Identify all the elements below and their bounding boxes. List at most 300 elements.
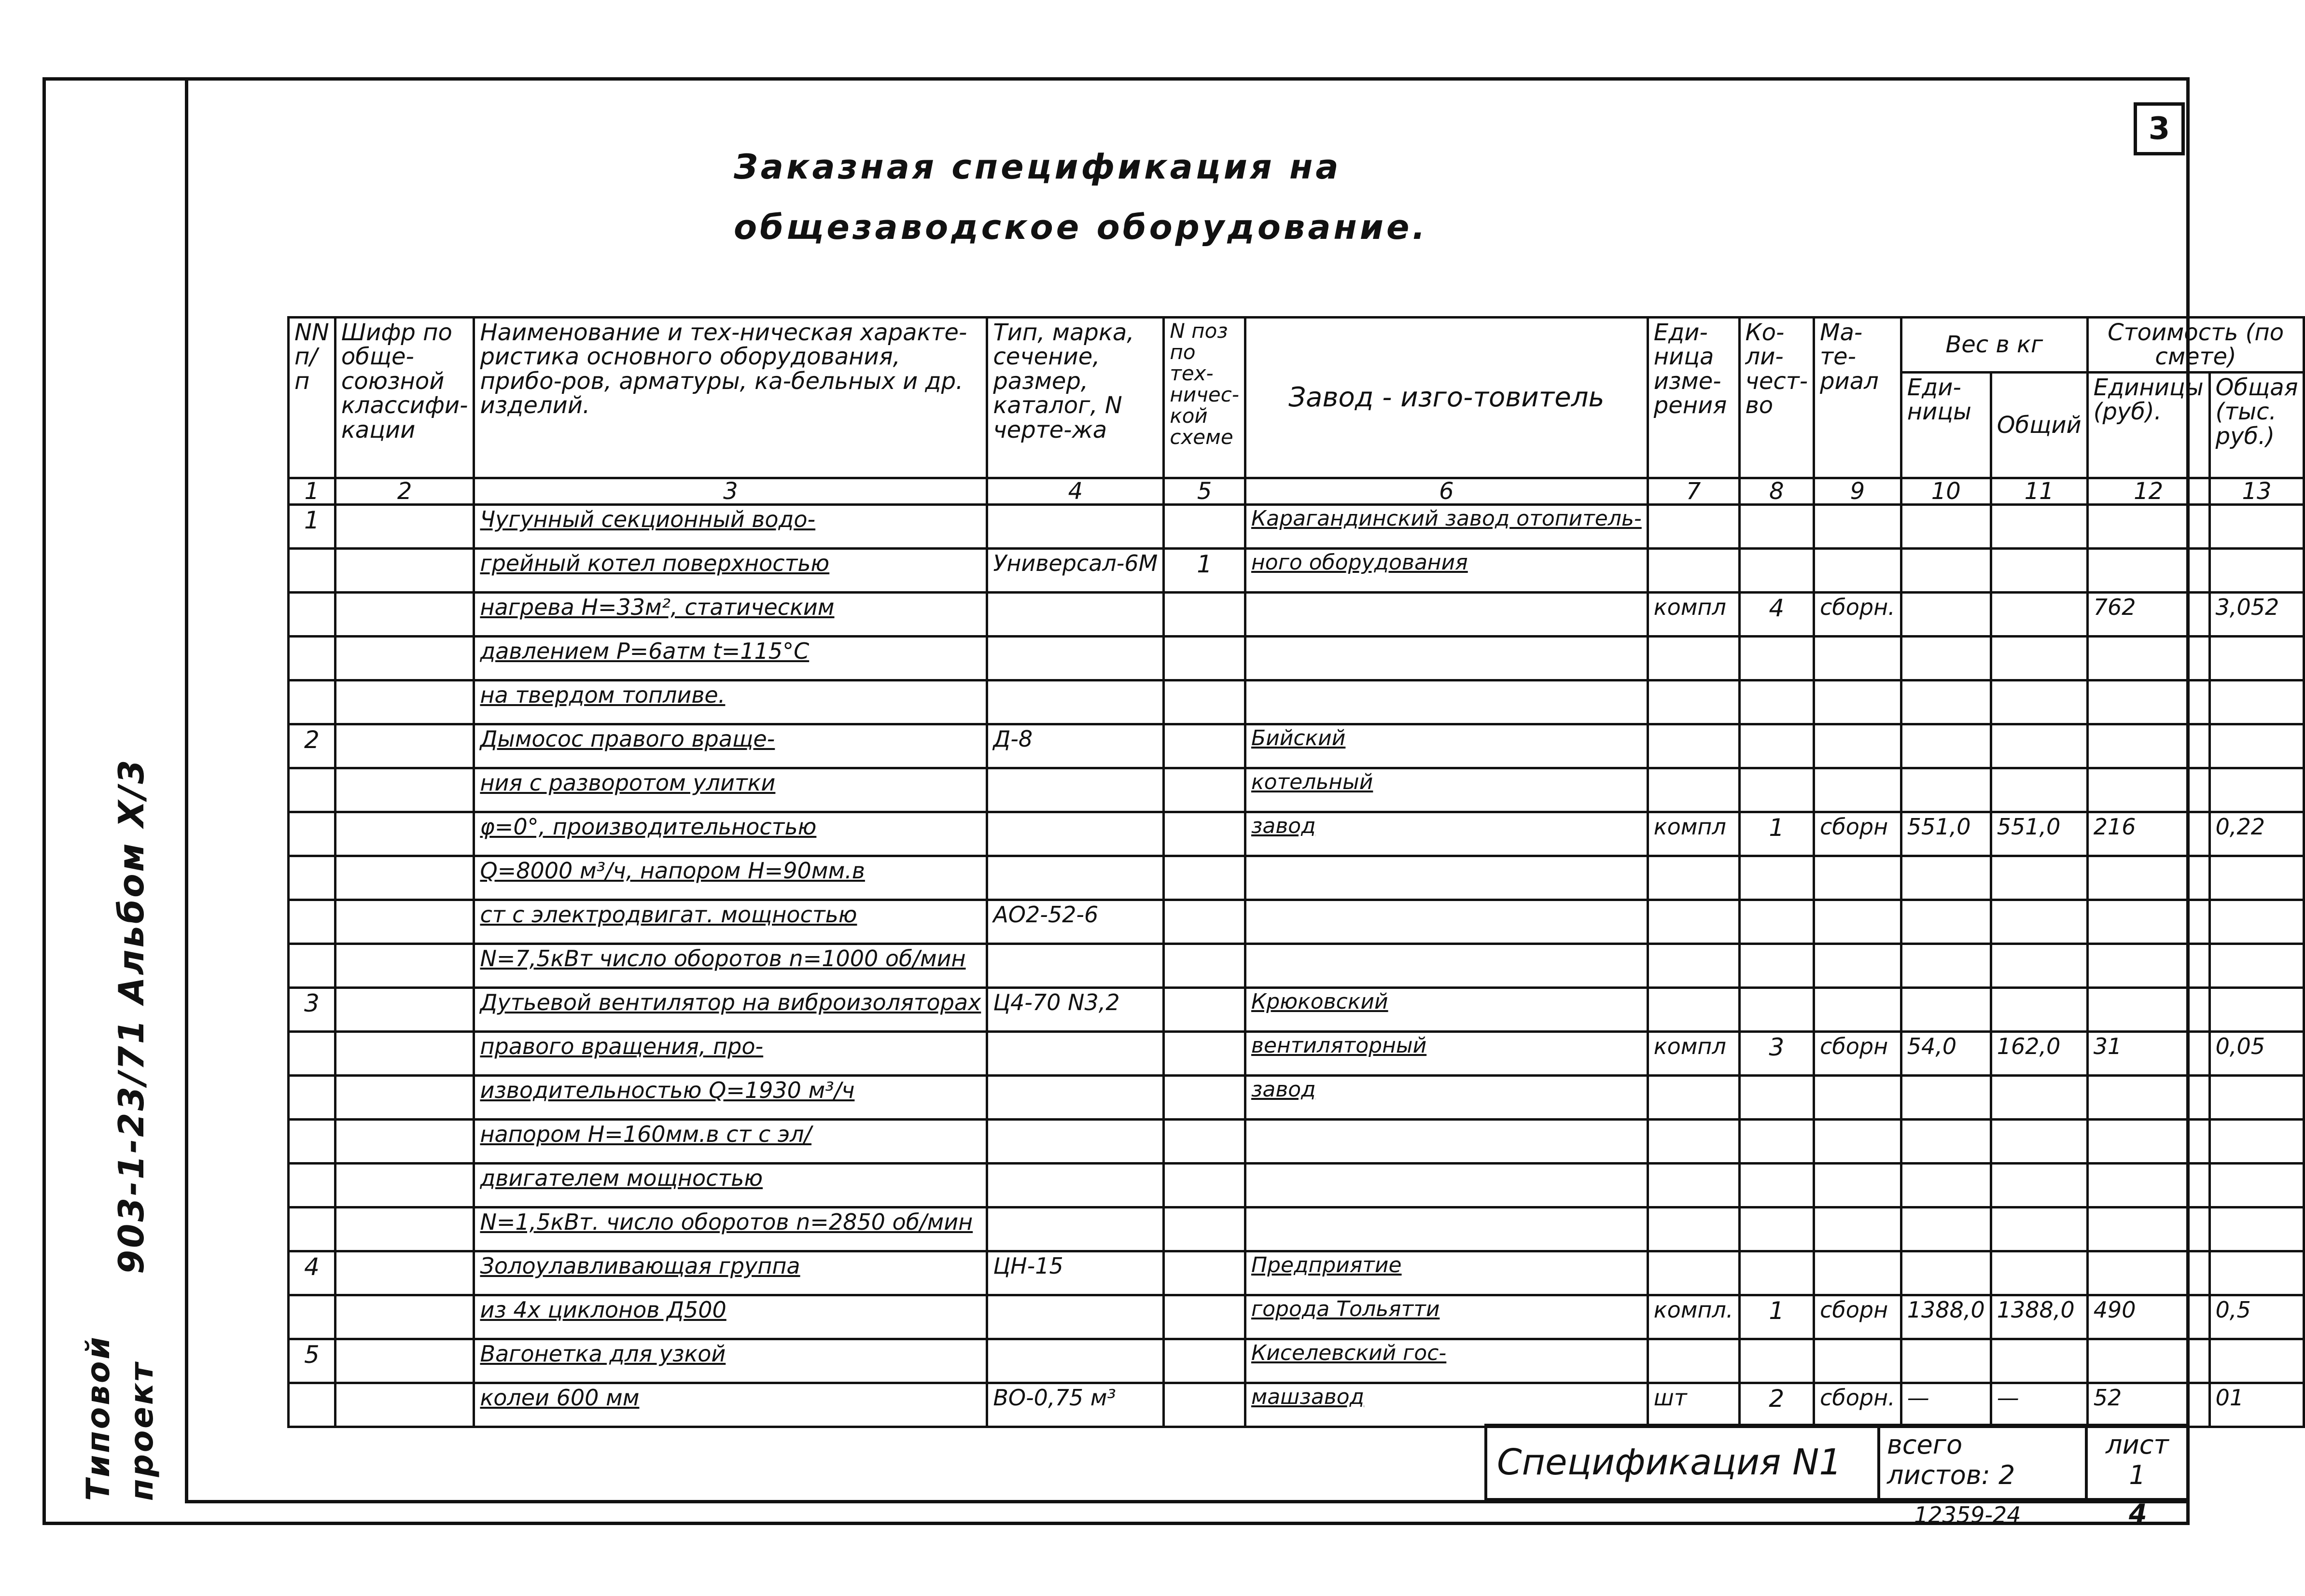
header-cost: Стоимость (по смете): [2087, 318, 2304, 373]
column-number: 13: [2209, 478, 2304, 505]
table-cell: 2: [289, 724, 335, 768]
table-cell: [1991, 505, 2087, 549]
table-cell: [1901, 1120, 1991, 1164]
table-cell: [1648, 1164, 1739, 1207]
table-cell: [289, 1076, 335, 1120]
table-cell: [1991, 1339, 2087, 1383]
table-cell: [1648, 724, 1739, 768]
table-cell: [1164, 1032, 1245, 1076]
table-cell: [987, 593, 1164, 637]
table-cell: [289, 944, 335, 988]
table-cell: [1648, 768, 1739, 812]
table-cell: АО2-52-6: [987, 900, 1164, 944]
table-cell: [1814, 1164, 1901, 1207]
table-cell: [1901, 944, 1991, 988]
table-cell: [2209, 1076, 2304, 1120]
table-cell: [1648, 680, 1739, 724]
table-cell: Карагандинский завод отопитель-: [1245, 505, 1648, 549]
table-cell: [2087, 1339, 2209, 1383]
table-cell: [335, 1383, 474, 1427]
table-cell: 5: [289, 1339, 335, 1383]
table-cell: [335, 812, 474, 856]
table-cell: 0,22: [2209, 812, 2304, 856]
table-cell: [1164, 593, 1245, 637]
table-row: [289, 593, 2304, 637]
column-number: 8: [1739, 478, 1814, 505]
column-number: 6: [1245, 478, 1648, 505]
table-cell: компл: [1648, 1032, 1739, 1076]
table-cell: [289, 768, 335, 812]
table-cell: 1388,0: [1991, 1295, 2087, 1339]
table-cell: [1164, 505, 1245, 549]
table-cell: [1245, 637, 1648, 680]
table-cell: [1164, 1120, 1245, 1164]
table-cell: [335, 637, 474, 680]
table-cell: [1901, 680, 1991, 724]
table-cell: [1739, 549, 1814, 593]
table-cell: нагрева H=33м², статическим: [474, 593, 987, 637]
table-row: [289, 988, 2304, 1032]
table-cell: 1: [1739, 812, 1814, 856]
table-cell: [2087, 680, 2209, 724]
table-cell: [1814, 680, 1901, 724]
table-cell: [335, 505, 474, 549]
album-label: 903-1-23/71 Альбом X/3: [111, 758, 152, 1274]
table-cell: Чугунный секционный водо-: [474, 505, 987, 549]
table-cell: [335, 1295, 474, 1339]
table-cell: компл.: [1648, 1295, 1739, 1339]
table-cell: [1245, 944, 1648, 988]
table-cell: [2209, 856, 2304, 900]
table-cell: грейный котел поверхностью: [474, 549, 987, 593]
table-cell: 4: [1739, 593, 1814, 637]
table-cell: колеи 600 мм: [474, 1383, 987, 1427]
table-cell: [1991, 988, 2087, 1032]
table-cell: [2209, 988, 2304, 1032]
header-row: [289, 318, 2304, 373]
column-number: 5: [1164, 478, 1245, 505]
table-cell: [1991, 680, 2087, 724]
table-cell: [2087, 988, 2209, 1032]
table-cell: [1164, 637, 1245, 680]
table-row: [289, 1383, 2304, 1427]
sheet-value: 1: [2129, 1460, 2146, 1490]
table-cell: [1164, 1339, 1245, 1383]
table-cell: [987, 1032, 1164, 1076]
table-cell: [1245, 856, 1648, 900]
table-cell: [1901, 1339, 1991, 1383]
table-cell: [1739, 1164, 1814, 1207]
column-number: 10: [1901, 478, 1991, 505]
table-cell: [1245, 1207, 1648, 1251]
table-cell: —: [1991, 1383, 2087, 1427]
table-cell: 31: [2087, 1032, 2209, 1076]
table-cell: [987, 944, 1164, 988]
table-cell: [1991, 549, 2087, 593]
table-row: [289, 1120, 2304, 1164]
table-cell: [987, 1120, 1164, 1164]
table-cell: сборн.: [1814, 593, 1901, 637]
table-cell: [1739, 944, 1814, 988]
table-cell: [1991, 724, 2087, 768]
sheet-number: 3: [2134, 102, 2185, 155]
table-cell: [335, 593, 474, 637]
table-cell: [2087, 1251, 2209, 1295]
table-cell: 1: [1739, 1295, 1814, 1339]
header-position: N поз по тех-ничес-кой схеме: [1164, 318, 1245, 478]
table-cell: 551,0: [1991, 812, 2087, 856]
table-cell: [2209, 944, 2304, 988]
table-cell: [2087, 944, 2209, 988]
table-cell: [1901, 505, 1991, 549]
table-cell: 1: [1164, 549, 1245, 593]
table-cell: Дымосос правого враще-: [474, 724, 987, 768]
header-weight-total: Общий: [1991, 372, 2087, 478]
table-cell: [335, 856, 474, 900]
table-cell: [289, 549, 335, 593]
table-cell: [1648, 856, 1739, 900]
table-row: [289, 549, 2304, 593]
table-cell: [335, 1339, 474, 1383]
table-cell: [1739, 988, 1814, 1032]
table-cell: [289, 680, 335, 724]
header-unit: Еди-ница изме-рения: [1648, 318, 1739, 478]
table-cell: [2087, 1207, 2209, 1251]
table-cell: [1814, 1339, 1901, 1383]
table-cell: [335, 988, 474, 1032]
table-cell: [1991, 856, 2087, 900]
table-cell: [1991, 1251, 2087, 1295]
drawing-code: 12359-24: [1914, 1502, 2021, 1528]
table-cell: [1991, 593, 2087, 637]
table-cell: [1814, 637, 1901, 680]
table-cell: напором H=160мм.в ст с эл/: [474, 1120, 987, 1164]
table-cell: N=1,5кВт. число оборотов n=2850 об/мин: [474, 1207, 987, 1251]
header-type: Тип, марка, сечение, размер, каталог, N черте-жа: [987, 318, 1164, 478]
sheets-label: листов: 2: [1887, 1460, 2015, 1490]
table-cell: шт: [1648, 1383, 1739, 1427]
table-cell: [1991, 1207, 2087, 1251]
table-cell: [2209, 637, 2304, 680]
table-row: [289, 768, 2304, 812]
table-cell: [2087, 856, 2209, 900]
table-cell: вентиляторный: [1245, 1032, 1648, 1076]
table-cell: [335, 1251, 474, 1295]
table-cell: [1648, 900, 1739, 944]
table-cell: ного оборудования: [1245, 549, 1648, 593]
table-cell: [1814, 988, 1901, 1032]
table-cell: [1164, 812, 1245, 856]
table-cell: [2087, 505, 2209, 549]
table-cell: [1739, 505, 1814, 549]
table-row: [289, 900, 2304, 944]
table-cell: компл: [1648, 812, 1739, 856]
table-cell: [2209, 1251, 2304, 1295]
table-cell: компл: [1648, 593, 1739, 637]
table-cell: [2209, 549, 2304, 593]
table-cell: [2087, 724, 2209, 768]
table-cell: [1901, 900, 1991, 944]
table-cell: двигателем мощностью: [474, 1164, 987, 1207]
table-cell: [1164, 1295, 1245, 1339]
table-cell: [2209, 1120, 2304, 1164]
table-cell: [1991, 1120, 2087, 1164]
project-label-2: проект: [123, 1361, 160, 1501]
frame-side-strip-line: [185, 77, 188, 1503]
table-cell: [1814, 1076, 1901, 1120]
table-cell: завод: [1245, 1076, 1648, 1120]
table-cell: [1991, 900, 2087, 944]
table-cell: 490: [2087, 1295, 2209, 1339]
table-row: [289, 637, 2304, 680]
table-cell: [1901, 1076, 1991, 1120]
table-cell: 4: [289, 1251, 335, 1295]
title-line-1: Заказная спецификация на: [734, 147, 1341, 187]
table-row: [289, 505, 2304, 549]
table-cell: Золоулавливающая группа: [474, 1251, 987, 1295]
table-cell: [289, 1164, 335, 1207]
table-cell: [1739, 856, 1814, 900]
table-cell: [1739, 1076, 1814, 1120]
sheet-cell: [2088, 1424, 2190, 1501]
table-cell: [2087, 1164, 2209, 1207]
sheet-label: лист: [2106, 1429, 2169, 1460]
column-number: 9: [1814, 478, 1901, 505]
table-cell: [1991, 1076, 2087, 1120]
table-cell: 52: [2087, 1383, 2209, 1427]
header-manufacturer: Завод - изго-товитель: [1245, 318, 1648, 478]
table-cell: [335, 1120, 474, 1164]
table-cell: [2087, 768, 2209, 812]
table-cell: [987, 637, 1164, 680]
table-cell: 216: [2087, 812, 2209, 856]
table-cell: [1814, 900, 1901, 944]
table-cell: [289, 1120, 335, 1164]
table-cell: 162,0: [1991, 1032, 2087, 1076]
table-row: [289, 1164, 2304, 1207]
header-quantity: Ко-ли-чест-во: [1739, 318, 1814, 478]
table-cell: [1814, 768, 1901, 812]
table-cell: [1739, 1251, 1814, 1295]
table-cell: [1164, 1251, 1245, 1295]
specification-table: [287, 316, 2305, 1428]
table-cell: машзавод: [1245, 1383, 1648, 1427]
table-row: [289, 724, 2304, 768]
table-cell: [987, 768, 1164, 812]
table-cell: [1245, 1164, 1648, 1207]
table-cell: на твердом топливе.: [474, 680, 987, 724]
table-cell: ния с разворотом улитки: [474, 768, 987, 812]
header-material: Ма-те-риал: [1814, 318, 1901, 478]
table-cell: [1245, 593, 1648, 637]
table-cell: 54,0: [1901, 1032, 1991, 1076]
title-line-2: общезаводское оборудование.: [734, 208, 1428, 247]
table-cell: [1814, 1120, 1901, 1164]
table-row: [289, 812, 2304, 856]
table-row: [289, 1076, 2304, 1120]
column-number: 7: [1648, 478, 1739, 505]
table-cell: [1164, 988, 1245, 1032]
table-cell: [2209, 768, 2304, 812]
table-cell: [2209, 724, 2304, 768]
table-cell: ЦН-15: [987, 1251, 1164, 1295]
table-cell: [2209, 1164, 2304, 1207]
table-cell: [289, 900, 335, 944]
column-number: 1: [289, 478, 335, 505]
table-cell: города Тольятти: [1245, 1295, 1648, 1339]
column-number-row: [289, 478, 2304, 505]
table-cell: [1164, 1076, 1245, 1120]
table-cell: [335, 1032, 474, 1076]
table-cell: завод: [1245, 812, 1648, 856]
table-cell: 3,052: [2209, 593, 2304, 637]
table-cell: [1901, 1164, 1991, 1207]
table-cell: сборн: [1814, 812, 1901, 856]
table-cell: [1648, 549, 1739, 593]
table-cell: ВО-0,75 м³: [987, 1383, 1164, 1427]
table-cell: [1814, 549, 1901, 593]
table-cell: правого вращения, про-: [474, 1032, 987, 1076]
table-cell: Д-8: [987, 724, 1164, 768]
table-cell: [1814, 856, 1901, 900]
table-cell: [2209, 1207, 2304, 1251]
table-cell: [1648, 637, 1739, 680]
table-cell: [1901, 768, 1991, 812]
table-cell: [1739, 1120, 1814, 1164]
table-cell: [1648, 988, 1739, 1032]
header-nn: NN п/п: [289, 318, 335, 478]
table-cell: [2087, 1120, 2209, 1164]
table-cell: [987, 812, 1164, 856]
table-cell: из 4х циклонов Д500: [474, 1295, 987, 1339]
table-cell: Киселевский гос-: [1245, 1339, 1648, 1383]
header-weight: Вес в кг: [1901, 318, 2087, 373]
table-cell: [1739, 637, 1814, 680]
table-cell: Вагонетка для узкой: [474, 1339, 987, 1383]
table-row: [289, 1032, 2304, 1076]
table-cell: [289, 1032, 335, 1076]
table-cell: [987, 505, 1164, 549]
table-cell: [1991, 944, 2087, 988]
table-cell: [2087, 1076, 2209, 1120]
table-cell: [1991, 637, 2087, 680]
column-numbers: [289, 478, 2304, 505]
table-cell: 1388,0: [1901, 1295, 1991, 1339]
table-cell: [335, 768, 474, 812]
table-cell: [1164, 900, 1245, 944]
spec-label: Спецификация N1: [1484, 1424, 1880, 1501]
table-cell: [289, 1383, 335, 1427]
table-cell: 3: [1739, 1032, 1814, 1076]
table-row: [289, 1207, 2304, 1251]
header-weight-unit: Еди-ницы: [1901, 372, 1991, 478]
table-cell: 0,5: [2209, 1295, 2304, 1339]
header-cost-unit: Единицы (руб).: [2087, 372, 2209, 478]
table-cell: [987, 1295, 1164, 1339]
table-cell: [1648, 1207, 1739, 1251]
table-row: [289, 1339, 2304, 1383]
table-cell: 01: [2209, 1383, 2304, 1427]
project-label-1: Типовой: [80, 1335, 117, 1501]
table-cell: [1164, 724, 1245, 768]
table-cell: ст с электродвигат. мощностью: [474, 900, 987, 944]
table-cell: [1245, 1120, 1648, 1164]
table-cell: [1901, 988, 1991, 1032]
table-cell: [289, 812, 335, 856]
table-cell: [2209, 505, 2304, 549]
table-cell: сборн: [1814, 1295, 1901, 1339]
table-row: [289, 680, 2304, 724]
table-cell: [1991, 768, 2087, 812]
table-cell: [1164, 768, 1245, 812]
table-cell: [1164, 856, 1245, 900]
table-cell: [2087, 637, 2209, 680]
table-cell: [1164, 944, 1245, 988]
table-cell: 762: [2087, 593, 2209, 637]
table-cell: [1739, 768, 1814, 812]
table-cell: [1901, 1251, 1991, 1295]
table-cell: [2209, 680, 2304, 724]
table-cell: 551,0: [1901, 812, 1991, 856]
table-cell: [1164, 1383, 1245, 1427]
table-cell: [335, 1076, 474, 1120]
table-cell: [289, 1207, 335, 1251]
table-cell: [335, 724, 474, 768]
table-cell: [1739, 680, 1814, 724]
table-cell: [335, 1164, 474, 1207]
table-cell: [1648, 1076, 1739, 1120]
table-cell: [1164, 1207, 1245, 1251]
table-cell: —: [1901, 1383, 1991, 1427]
table-cell: Q=8000 м³/ч, напором H=90мм.в: [474, 856, 987, 900]
table-cell: [2087, 900, 2209, 944]
table-row: [289, 856, 2304, 900]
table-cell: N=7,5кВт число оборотов n=1000 об/мин: [474, 944, 987, 988]
table-row: [289, 1295, 2304, 1339]
table-cell: Бийский: [1245, 724, 1648, 768]
table-cell: Крюковский: [1245, 988, 1648, 1032]
table-cell: [1739, 900, 1814, 944]
table-cell: [1739, 1339, 1814, 1383]
table-cell: Предприятие: [1245, 1251, 1648, 1295]
table-cell: [1648, 1251, 1739, 1295]
column-number: 12: [2087, 478, 2209, 505]
table-cell: [289, 1295, 335, 1339]
total-label: всего: [1887, 1429, 1963, 1460]
table-cell: [1739, 1207, 1814, 1251]
table-cell: котельный: [1245, 768, 1648, 812]
column-number: 2: [335, 478, 474, 505]
table-row: [289, 1251, 2304, 1295]
table-cell: [987, 1339, 1164, 1383]
sheets-total-cell: [1880, 1424, 2088, 1501]
table-cell: [1901, 637, 1991, 680]
table-cell: φ=0°, производительностью: [474, 812, 987, 856]
table-cell: [1991, 1164, 2087, 1207]
header-name: Наименование и тех-ническая характе-ристика основного оборудования, прибо-ров, арматуры, ка-бельных и др. изделий.: [474, 318, 987, 478]
table-cell: [1164, 1164, 1245, 1207]
table-cell: [335, 1207, 474, 1251]
table-cell: [335, 900, 474, 944]
table-cell: Ц4-70 N3,2: [987, 988, 1164, 1032]
table-cell: [987, 1207, 1164, 1251]
column-number: 4: [987, 478, 1164, 505]
table-cell: [987, 1164, 1164, 1207]
table-cell: Универсал-6М: [987, 549, 1164, 593]
table-cell: [1814, 1251, 1901, 1295]
table-cell: [1814, 1207, 1901, 1251]
table-cell: [335, 549, 474, 593]
